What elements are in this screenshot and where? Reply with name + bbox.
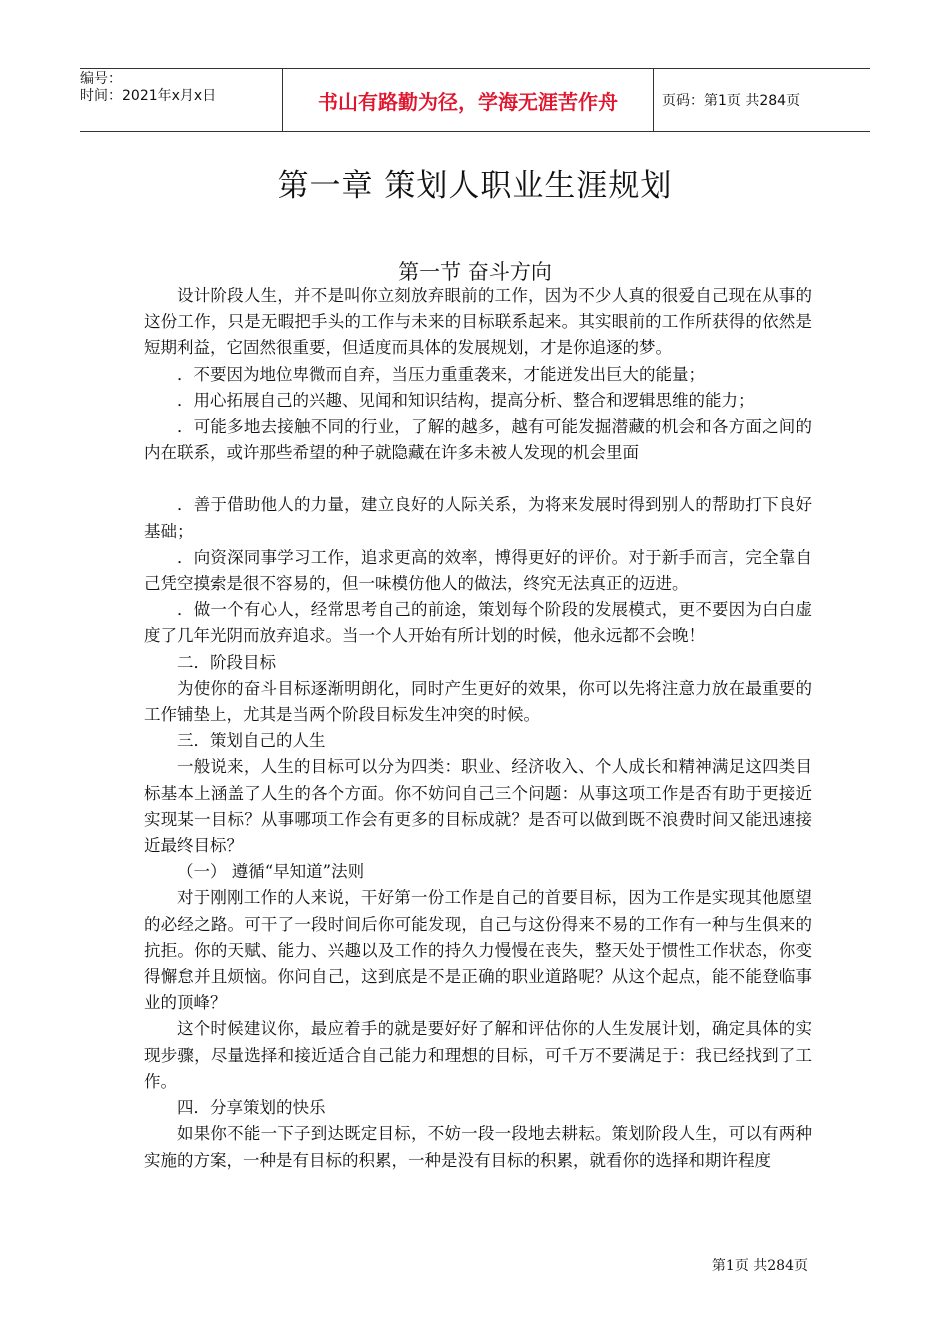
paragraph: 这个时候建议你，最应着手的就是要好好了解和评估你的人生发展计划，确定具体的实现步骤，尽量选择和接近适合自己能力和理想的目标，可千万不要满足于：我已经找到了工作。 [144,1019,812,1091]
subheading: 二．阶段目标 [177,652,276,672]
list-item: ．善于借助他人的力量，建立良好的人际关系，为将来发展时得到别人的帮助打下良好基础； [144,495,812,541]
list-item: ．可能多地去接触不同的行业，了解的越多，越有可能发掘潜藏的机会和各方面之间的内在联系，或许那些希望的种子就隐藏在许多未被人发现的机会里面 [144,417,812,463]
document-number-label: 编号： [80,71,122,87]
subheading: （一） 遵循“早知道”法则 [177,862,365,882]
paragraph: 如果你不能一下子到达既定目标，不妨一段一段地去耕耘。策划阶段人生，可以有两种实施的方案，一种是有目标的积累，一种是没有目标的积累，就看你的选择和期许程度 [144,1124,812,1170]
header-motto: 书山有路勤为径，学海无涯苦作舟 [318,89,618,114]
list-item: ．向资深同事学习工作，追求更高的效率，博得更好的评价。对于新手而言，完全靠自己凭空摸索是很不容易的，但一味模仿他人的做法，终究无法真正的迈进。 [144,547,812,594]
header-page-info: 页码：第1页 共284页 [662,93,801,109]
header-meta [80,69,280,131]
paragraph: 对于刚刚工作的人来说，干好第一份工作是自己的首要目标，因为工作是实现其他愿望的必经之路。可干了一段时间后你可能发现，自己与这份得来不易的工作有一种与生俱来的抗拒。你的天赋、能力、兴趣以及工作的持久力慢慢在丧失，整天处于惯性工作状态，你变得懈怠并且烦恼。你问自己，这到底是不是正确的职业道路呢？从这个起点，能不能登临事业的顶峰？ [144,888,812,1013]
subheading: 三．策划自己的人生 [177,731,326,751]
page-header [80,68,870,132]
paragraph: 为使你的奋斗目标逐渐明朗化，同时产生更好的效果，你可以先将注意力放在最重要的工作铺垫上，尤其是当两个阶段目标发生冲突的时候。 [144,678,812,725]
list-item: ．不要因为地位卑微而自弃，当压力重重袭来，才能迸发出巨大的能量； [177,364,705,384]
header-motto-cell [282,69,654,131]
chapter-title: 第一章 策划人职业生涯规划 [277,168,673,204]
paragraph: 设计阶段人生，并不是叫你立刻放弃眼前的工作，因为不少人真的很爱自己现在从事的这份工作，只是无暇把手头的工作与未来的目标联系起来。其实眼前的工作所获得的依然是短期利益，它固然很重要，但适度而具体的发展规划，才是你追逐的梦。 [144,286,812,358]
subheading: 四．分享策划的快乐 [177,1098,326,1118]
document-time-label: 时间：2021年x月x日 [80,88,217,104]
page-footer: 第1页 共284页 [711,1258,808,1274]
paragraph: 一般说来，人生的目标可以分为四类：职业、经济收入、个人成长和精神满足这四类目标基本上涵盖了人生的各个方面。你不妨问自己三个问题：从事这项工作是否有助于更接近实现某一目标？从事哪项工作会有更多的目标成就？是否可以做到既不浪费时间又能迅速接近最终目标？ [144,757,812,856]
list-item: ．用心拓展自己的兴趣、见闻和知识结构，提高分析、整合和逻辑思维的能力； [177,390,755,410]
section-title: 第一节 奋斗方向 [398,260,552,284]
list-item: ．做一个有心人，经常思考自己的前途，策划每个阶段的发展模式，更不要因为白白虚度了几年光阴而放弃追求。当一个人开始有所计划的时候，他永远都不会晚！ [144,600,812,646]
document-body [144,283,812,1174]
